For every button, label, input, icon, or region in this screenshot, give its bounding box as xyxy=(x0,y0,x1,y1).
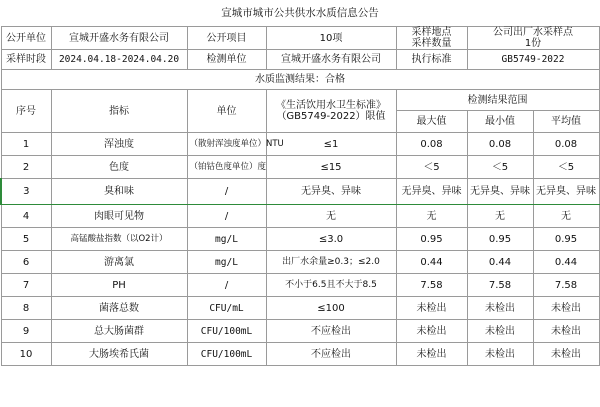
row-avg[interactable]: 未检出 xyxy=(533,297,599,320)
row-max[interactable]: 0.95 xyxy=(396,228,467,251)
row-max[interactable]: 未检出 xyxy=(396,297,467,320)
table-row xyxy=(1,205,599,228)
row-limit[interactable]: 出厂水余量≥0.3；≤2.0 xyxy=(266,251,396,274)
row-min[interactable]: 0.08 xyxy=(467,133,533,156)
row-indicator[interactable]: 菌落总数 xyxy=(51,297,187,320)
table-row xyxy=(1,251,599,274)
header-no[interactable]: 序号 xyxy=(1,90,51,133)
header-max[interactable]: 最大值 xyxy=(396,111,467,133)
meta-row-publisher xyxy=(1,27,599,50)
table-row xyxy=(1,320,599,343)
row-no[interactable]: 5 xyxy=(1,228,51,251)
row-min[interactable]: 未检出 xyxy=(467,297,533,320)
row-avg[interactable]: 0.95 xyxy=(533,228,599,251)
unit-value[interactable]: 宣城开盛水务有限公司 xyxy=(266,50,396,70)
row-no[interactable]: 2 xyxy=(1,156,51,179)
sample-value[interactable] xyxy=(467,27,599,50)
row-indicator[interactable]: 浑浊度 xyxy=(51,133,187,156)
row-avg[interactable]: ＜5 xyxy=(533,156,599,179)
row-unit[interactable]: mg/L xyxy=(187,251,266,274)
sample-count-label: 采样数量 xyxy=(411,38,452,49)
row-limit[interactable]: 不应检出 xyxy=(266,343,396,366)
row-limit[interactable]: 不小于6.5且不大于8.5 xyxy=(266,274,396,297)
row-avg[interactable]: 7.58 xyxy=(533,274,599,297)
row-max[interactable]: 无异臭、异味 xyxy=(396,179,467,205)
row-indicator[interactable]: 大肠埃希氏菌 xyxy=(51,343,187,366)
table-row xyxy=(1,274,599,297)
result-row xyxy=(1,70,599,90)
header-limit-line1: 《生活饮用水卫生标准》 xyxy=(276,100,386,111)
row-no[interactable]: 6 xyxy=(1,251,51,274)
row-max[interactable]: 未检出 xyxy=(396,343,467,366)
row-unit[interactable]: mg/L xyxy=(187,228,266,251)
row-avg[interactable]: 无 xyxy=(533,205,599,228)
header-unit[interactable]: 单位 xyxy=(187,90,266,133)
row-unit[interactable]: CFU/100mL xyxy=(187,343,266,366)
header-range[interactable]: 检测结果范围 xyxy=(396,90,599,111)
water-quality-table xyxy=(0,26,600,366)
header-avg[interactable]: 平均值 xyxy=(533,111,599,133)
row-no[interactable]: 9 xyxy=(1,320,51,343)
row-min[interactable]: 0.95 xyxy=(467,228,533,251)
header-limit-line2: （GB5749-2022）限值 xyxy=(276,111,386,122)
row-max[interactable]: 0.44 xyxy=(396,251,467,274)
row-max[interactable]: 未检出 xyxy=(396,320,467,343)
header-min[interactable]: 最小值 xyxy=(467,111,533,133)
table-row xyxy=(1,297,599,320)
row-max[interactable]: ＜5 xyxy=(396,156,467,179)
row-limit[interactable]: 无 xyxy=(266,205,396,228)
row-unit[interactable]: / xyxy=(187,205,266,228)
row-indicator[interactable]: 肉眼可见物 xyxy=(51,205,187,228)
row-indicator[interactable]: 总大肠菌群 xyxy=(51,320,187,343)
row-unit[interactable]: （铂钴色度单位）度 xyxy=(187,156,266,179)
row-no[interactable]: 4 xyxy=(1,205,51,228)
row-no[interactable]: 7 xyxy=(1,274,51,297)
row-min[interactable]: ＜5 xyxy=(467,156,533,179)
row-indicator[interactable]: 色度 xyxy=(51,156,187,179)
row-min[interactable]: 0.44 xyxy=(467,251,533,274)
row-avg[interactable]: 无异臭、异味 xyxy=(533,179,599,205)
page-title: 宣城市城市公共供水水质信息公告 xyxy=(221,7,379,19)
standard-label: 执行标准 xyxy=(396,50,467,70)
row-min[interactable]: 无 xyxy=(467,205,533,228)
row-indicator[interactable]: 臭和味 xyxy=(51,179,187,205)
sample-label xyxy=(396,27,467,50)
row-no[interactable]: 3 xyxy=(1,179,51,205)
table-row xyxy=(1,133,599,156)
row-limit[interactable]: ≤100 xyxy=(266,297,396,320)
row-unit[interactable]: / xyxy=(187,179,266,205)
row-limit[interactable]: 不应检出 xyxy=(266,320,396,343)
meta-row-period xyxy=(1,50,599,70)
row-avg[interactable]: 0.08 xyxy=(533,133,599,156)
table-row xyxy=(1,179,599,205)
sample-location-value: 公司出厂水采样点 xyxy=(493,27,573,38)
table-row xyxy=(1,228,599,251)
row-max[interactable]: 0.08 xyxy=(396,133,467,156)
header-indicator[interactable]: 指标 xyxy=(51,90,187,133)
row-no[interactable]: 10 xyxy=(1,343,51,366)
period-value[interactable]: 2024.04.18-2024.04.20 xyxy=(51,50,187,70)
row-limit[interactable]: ≤1 xyxy=(266,133,396,156)
row-limit[interactable]: ≤3.0 xyxy=(266,228,396,251)
header-limit[interactable] xyxy=(266,90,396,133)
row-no[interactable]: 8 xyxy=(1,297,51,320)
row-max[interactable]: 7.58 xyxy=(396,274,467,297)
row-unit[interactable]: （散射浑浊度单位）NTU xyxy=(187,133,266,156)
standard-value[interactable]: GB5749-2022 xyxy=(467,50,599,70)
items-value[interactable]: 10项 xyxy=(266,27,396,50)
result-line[interactable]: 水质监测结果：合格 xyxy=(1,70,599,90)
row-indicator[interactable]: 游离氯 xyxy=(51,251,187,274)
row-min[interactable]: 未检出 xyxy=(467,320,533,343)
row-no[interactable]: 1 xyxy=(1,133,51,156)
table-row xyxy=(1,343,599,366)
publisher-value[interactable]: 宣城开盛水务有限公司 xyxy=(51,27,187,50)
row-avg[interactable]: 0.44 xyxy=(533,251,599,274)
row-unit[interactable]: / xyxy=(187,274,266,297)
items-label: 公开项目 xyxy=(187,27,266,50)
row-unit[interactable]: CFU/mL xyxy=(187,297,266,320)
sample-count-value: 1份 xyxy=(524,38,542,49)
sample-location-label: 采样地点 xyxy=(411,27,452,38)
publisher-label: 公开单位 xyxy=(1,27,51,50)
row-unit[interactable]: CFU/100mL xyxy=(187,320,266,343)
row-avg[interactable]: 未检出 xyxy=(533,343,599,366)
row-min[interactable]: 未检出 xyxy=(467,343,533,366)
unit-label: 检测单位 xyxy=(187,50,266,70)
row-min[interactable]: 无异臭、异味 xyxy=(467,179,533,205)
row-indicator[interactable]: 高锰酸盐指数（以O2计） xyxy=(51,228,187,251)
period-label: 采样时段 xyxy=(1,50,51,70)
row-indicator[interactable]: PH xyxy=(51,274,187,297)
row-limit[interactable]: 无异臭、异味 xyxy=(266,179,396,205)
row-max[interactable]: 无 xyxy=(396,205,467,228)
row-avg[interactable]: 未检出 xyxy=(533,320,599,343)
row-min[interactable]: 7.58 xyxy=(467,274,533,297)
table-row xyxy=(1,156,599,179)
header-row xyxy=(1,90,599,111)
row-limit[interactable]: ≤15 xyxy=(266,156,396,179)
